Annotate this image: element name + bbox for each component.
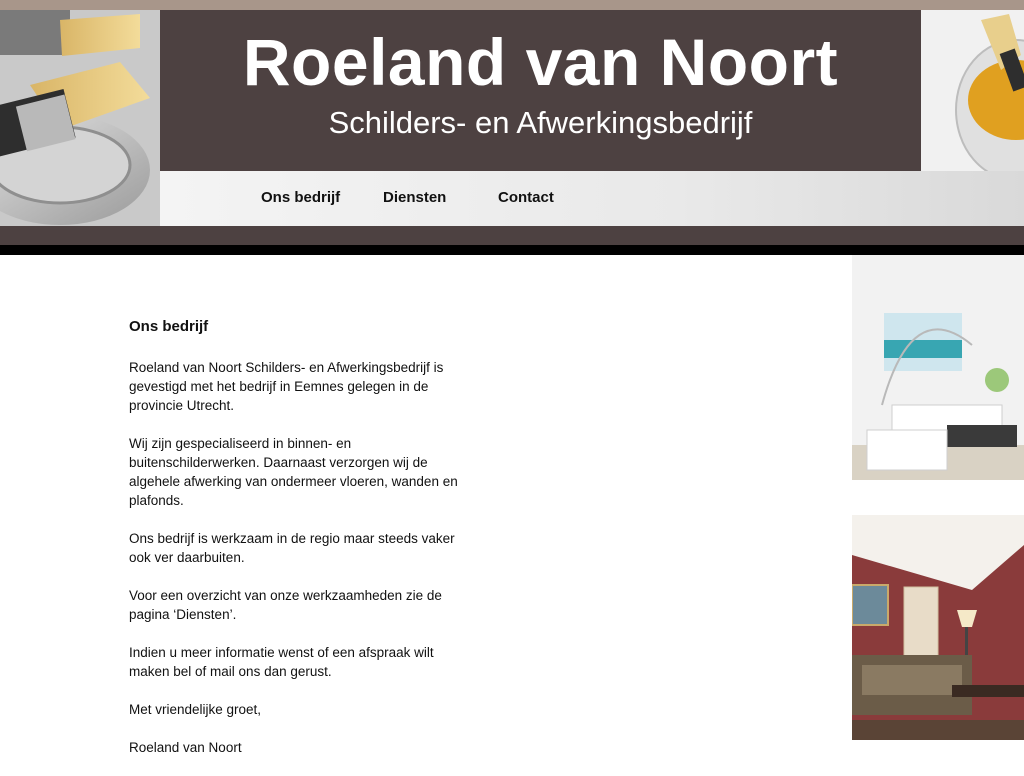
header-bottom-band: [0, 226, 1024, 245]
paragraph: Ons bedrijf is werkzaam in de regio maar steeds vaker ook ver daarbuiten.: [129, 531, 455, 565]
nav-ons-bedrijf[interactable]: Ons bedrijf: [261, 189, 341, 206]
paragraph: Wij zijn gespecialiseerd in binnen- en buitenschilderwerken. Daarnaast verzorgen wij de algehele afwerking van ondermeer vloeren, wanden en plafonds.: [129, 436, 458, 508]
page-heading: Ons bedrijf: [129, 318, 209, 335]
header-divider: [0, 245, 1024, 255]
paintbrush-photo: [0, 10, 160, 226]
header-banner: [160, 10, 921, 171]
nav-contact[interactable]: Contact: [498, 189, 554, 206]
top-stripe: [0, 0, 1024, 10]
paragraph: Indien u meer informatie wenst of een afspraak wilt maken bel of mail ons dan gerust.: [129, 645, 434, 679]
signature: Roeland van Noort: [129, 740, 242, 755]
paragraph: Roeland van Noort Schilders- en Afwerkingsbedrijf is gevestigd met het bedrijf in Eemnes gelegen in de provincie Utrecht.: [129, 360, 444, 413]
paragraph: Voor een overzicht van onze werkzaamheden zie de pagina ‘Diensten’.: [129, 588, 442, 622]
white-living-room-photo: [852, 255, 1024, 480]
main-content: [129, 318, 469, 776]
paint-can-photo: [921, 10, 1024, 171]
site-title: Roeland van Noort: [242, 25, 839, 99]
main-navigation: [160, 171, 1024, 226]
greeting: Met vriendelijke groet,: [129, 702, 262, 717]
nav-diensten[interactable]: Diensten: [383, 189, 447, 206]
site-subtitle: Schilders- en Afwerkingsbedrijf: [328, 105, 753, 140]
red-living-room-photo: [852, 515, 1024, 740]
